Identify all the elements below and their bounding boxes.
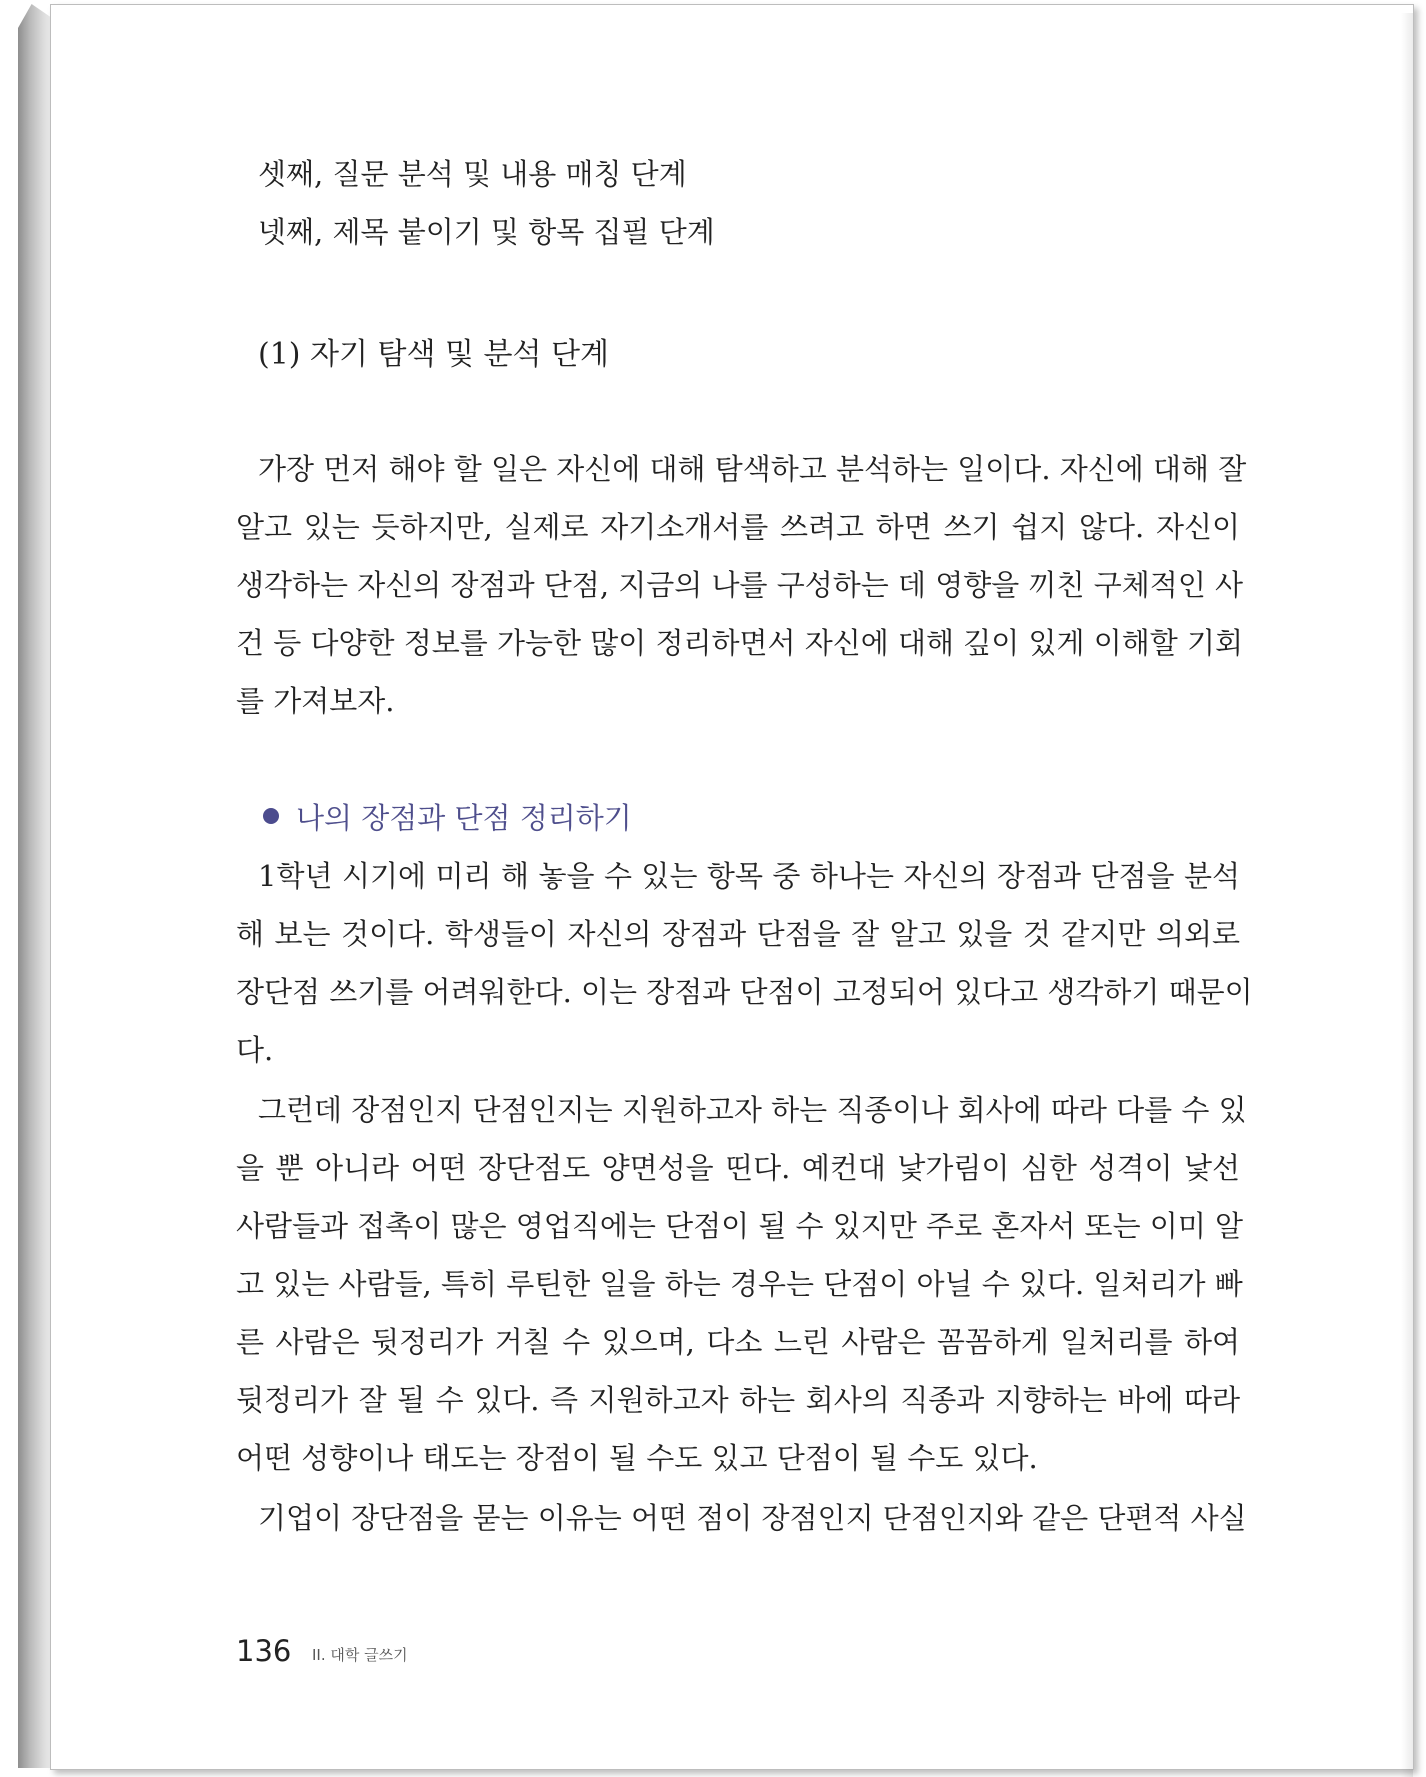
paragraph-line: 기업이 장단점을 묻는 이유는 어떤 점이 장점인지 단점인지와 같은 단편적 사실 <box>258 1501 1247 1535</box>
bullet-dot-icon <box>263 808 279 824</box>
paragraph-line: 해 보는 것이다. 학생들이 자신의 장점과 단점을 잘 알고 있을 것 같지만 의외로 <box>236 917 1240 951</box>
paragraph-line: 를 가져보자. <box>236 684 395 718</box>
list-item-fourth: 넷째, 제목 붙이기 및 항목 집필 단계 <box>258 215 715 249</box>
section-heading: (1) 자기 탐색 및 분석 단계 <box>258 337 609 372</box>
bullet-heading: 나의 장점과 단점 정리하기 <box>296 801 632 835</box>
paragraph-line: 을 뿐 아니라 어떤 장단점도 양면성을 띤다. 예컨대 낯가림이 심한 성격이 낯선 <box>236 1151 1240 1185</box>
paragraph-line: 른 사람은 뒷정리가 거칠 수 있으며, 다소 느린 사람은 꼼꼼하게 일처리를 하여 <box>236 1325 1240 1359</box>
paragraph-line: 고 있는 사람들, 특히 루틴한 일을 하는 경우는 단점이 아닐 수 있다. 일처리가 빠 <box>236 1267 1243 1301</box>
list-item-third: 셋째, 질문 분석 및 내용 매칭 단계 <box>258 157 687 191</box>
paragraph-line: 뒷정리가 잘 될 수 있다. 즉 지원하고자 하는 회사의 직종과 지향하는 바에 따라 <box>236 1383 1240 1417</box>
paragraph-line: 1학년 시기에 미리 해 놓을 수 있는 항목 중 하나는 자신의 장점과 단점을 분석 <box>258 859 1240 893</box>
chapter-label: II. 대학 글쓰기 <box>312 1646 408 1664</box>
paragraph-line: 가장 먼저 해야 할 일은 자신에 대해 탐색하고 분석하는 일이다. 자신에 대해 잘 <box>258 452 1247 486</box>
paragraph-line: 장단점 쓰기를 어려워한다. 이는 장점과 단점이 고정되어 있다고 생각하기 때문이 <box>236 975 1253 1009</box>
paragraph-line: 사람들과 접촉이 많은 영업직에는 단점이 될 수 있지만 주로 혼자서 또는 이미 알 <box>236 1209 1244 1243</box>
paragraph-line: 어떤 성향이나 태도는 장점이 될 수도 있고 단점이 될 수도 있다. <box>236 1441 1038 1475</box>
page-number: 136 <box>236 1634 292 1668</box>
page-shadow <box>1401 13 1413 1777</box>
paragraph-line: 생각하는 자신의 장점과 단점, 지금의 나를 구성하는 데 영향을 끼친 구체적인 사 <box>236 568 1244 602</box>
paragraph-line: 건 등 다양한 정보를 가능한 많이 정리하면서 자신에 대해 깊이 있게 이해할 기회 <box>236 626 1244 660</box>
book-spine <box>18 4 52 1768</box>
paragraph-line: 그런데 장점인지 단점인지는 지원하고자 하는 직종이나 회사에 따라 다를 수 있 <box>258 1093 1247 1127</box>
paragraph-line: 다. <box>236 1033 274 1067</box>
paragraph-line: 알고 있는 듯하지만, 실제로 자기소개서를 쓰려고 하면 쓰기 쉽지 않다. 자신이 <box>236 510 1240 544</box>
